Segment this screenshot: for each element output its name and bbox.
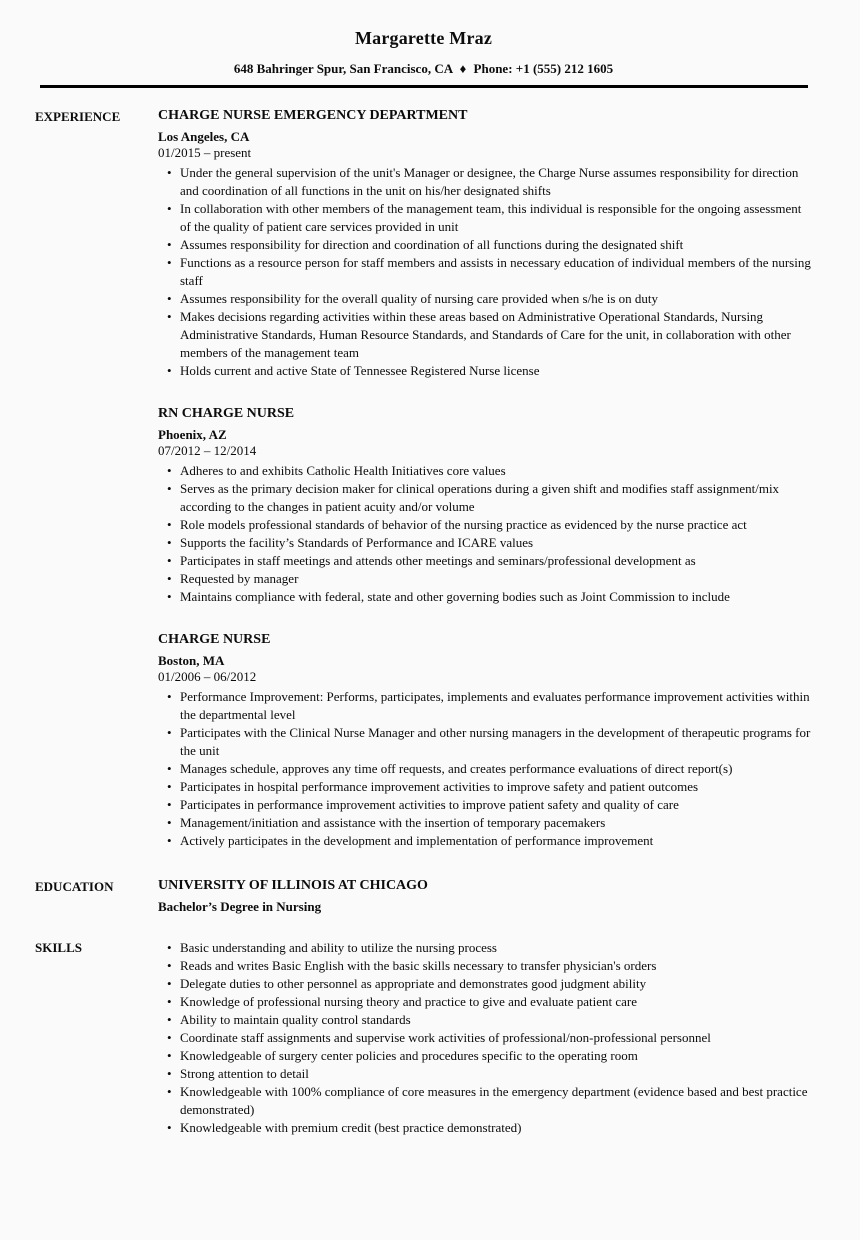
bullet-item: • Strong attention to detail [180, 1065, 812, 1083]
bullet-item: • Participates in hospital performance improvement activities to improve safety and patient outcomes [180, 778, 812, 796]
section-label-education: EDUCATION [35, 879, 114, 894]
header [35, 28, 812, 88]
bullet-item: • Manages schedule, approves any time off requests, and creates performance evaluations of direct report(s) [180, 760, 812, 778]
candidate-name: Margarette Mraz [354, 28, 493, 48]
header-rule [40, 85, 808, 88]
bullet-item: • Performance Improvement: Performs, participates, implements and evaluates performance improvement activities within the departmental level [180, 688, 812, 724]
bullet-item: • Participates in performance improvement activities to improve patient safety and quality of care [180, 796, 812, 814]
bullet-item: • Makes decisions regarding activities within these areas based on Administrative Operational Standards, Nursing Administrative Standards, Human Resource Standards, and Standards of Care for the unit, in collaboration with other members of the management team [180, 308, 812, 362]
contact-address: 648 Bahringer Spur, San Francisco, CA [233, 61, 453, 76]
bullet-item: • Management/initiation and assistance with the insertion of temporary pacemakers [180, 814, 812, 832]
bullet-item: • In collaboration with other members of the management team, this individual is responsible for the ongoing assessment of the quality of patient care services provided in unit [180, 200, 812, 236]
bullet-item: • Basic understanding and ability to utilize the nursing process [180, 939, 812, 957]
job-block [158, 108, 812, 380]
bullet-item: • Adheres to and exhibits Catholic Health Initiatives core values [180, 462, 812, 480]
bullet-item: • Participates in staff meetings and attends other meetings and seminars/professional development as [180, 552, 812, 570]
job-bullets [158, 164, 812, 380]
job-bullets [158, 688, 812, 850]
bullet-item: • Supports the facility’s Standards of Performance and ICARE values [180, 534, 812, 552]
bullet-item: • Holds current and active State of Tennessee Registered Nurse license [180, 362, 812, 380]
section-label-skills: SKILLS [35, 940, 82, 955]
bullet-item: • Assumes responsibility for direction and coordination of all functions during the designated shift [180, 236, 812, 254]
education-body [158, 878, 812, 915]
diamond-separator-icon: ♦ [459, 61, 467, 76]
job-bullets [158, 462, 812, 606]
job-title: RN CHARGE NURSE [158, 406, 295, 421]
bullet-item: • Under the general supervision of the unit's Manager or designee, the Charge Nurse assumes responsibility for direction and coordination of all functions in the unit on his/her designated shifts [180, 164, 812, 200]
bullet-item: • Knowledgeable with premium credit (best practice demonstrated) [180, 1119, 812, 1137]
bullet-item: • Actively participates in the development and implementation of performance improvement [180, 832, 812, 850]
skills-section [35, 939, 812, 1137]
experience-section [35, 108, 812, 850]
job-dates: 01/2015 – present [158, 145, 252, 160]
bullet-item: • Coordinate staff assignments and supervise work activities of professional/non-professional personnel [180, 1029, 812, 1047]
job-location: Los Angeles, CA [158, 129, 250, 144]
contact-line [35, 61, 812, 77]
contact-phone: Phone: +1 (555) 212 1605 [473, 61, 614, 76]
education-degree: Bachelor’s Degree in Nursing [158, 899, 322, 914]
experience-body [158, 108, 812, 850]
job-dates: 01/2006 – 06/2012 [158, 669, 257, 684]
skills-bullets [158, 939, 812, 1137]
bullet-item: • Assumes responsibility for the overall quality of nursing care provided when s/he is on duty [180, 290, 812, 308]
bullet-item: • Reads and writes Basic English with the basic skills necessary to transfer physician's orders [180, 957, 812, 975]
bullet-item: • Delegate duties to other personnel as appropriate and demonstrates good judgment ability [180, 975, 812, 993]
job-location: Phoenix, AZ [158, 427, 227, 442]
section-label-experience: EXPERIENCE [35, 109, 121, 124]
bullet-item: • Maintains compliance with federal, state and other governing bodies such as Joint Commission to include [180, 588, 812, 606]
bullet-item: • Knowledgeable of surgery center policies and procedures specific to the operating room [180, 1047, 812, 1065]
bullet-item: • Serves as the primary decision maker for clinical operations during a given shift and modifies staff assignment/mix according to the changes in patient acuity and/or volume [180, 480, 812, 516]
skills-body [158, 939, 812, 1137]
bullet-item: • Knowledge of professional nursing theory and practice to give and evaluate patient care [180, 993, 812, 1011]
job-location: Boston, MA [158, 653, 225, 668]
job-block [158, 632, 812, 850]
bullet-item: • Knowledgeable with 100% compliance of core measures in the emergency department (evidence based and best practice demonstrated) [180, 1083, 812, 1119]
bullet-item: • Ability to maintain quality control standards [180, 1011, 812, 1029]
bullet-item: • Requested by manager [180, 570, 812, 588]
education-section [35, 878, 812, 915]
education-school: UNIVERSITY OF ILLINOIS AT CHICAGO [158, 878, 428, 893]
bullet-item: • Participates with the Clinical Nurse Manager and other nursing managers in the development of therapeutic programs for the unit [180, 724, 812, 760]
bullet-item: • Functions as a resource person for staff members and assists in necessary education of individual members of the nursing staff [180, 254, 812, 290]
bullet-item: • Role models professional standards of behavior of the nursing practice as evidenced by the nurse practice act [180, 516, 812, 534]
job-title: CHARGE NURSE [158, 632, 271, 647]
job-title: CHARGE NURSE EMERGENCY DEPARTMENT [158, 108, 468, 123]
job-dates: 07/2012 – 12/2014 [158, 443, 257, 458]
job-block [158, 406, 812, 606]
